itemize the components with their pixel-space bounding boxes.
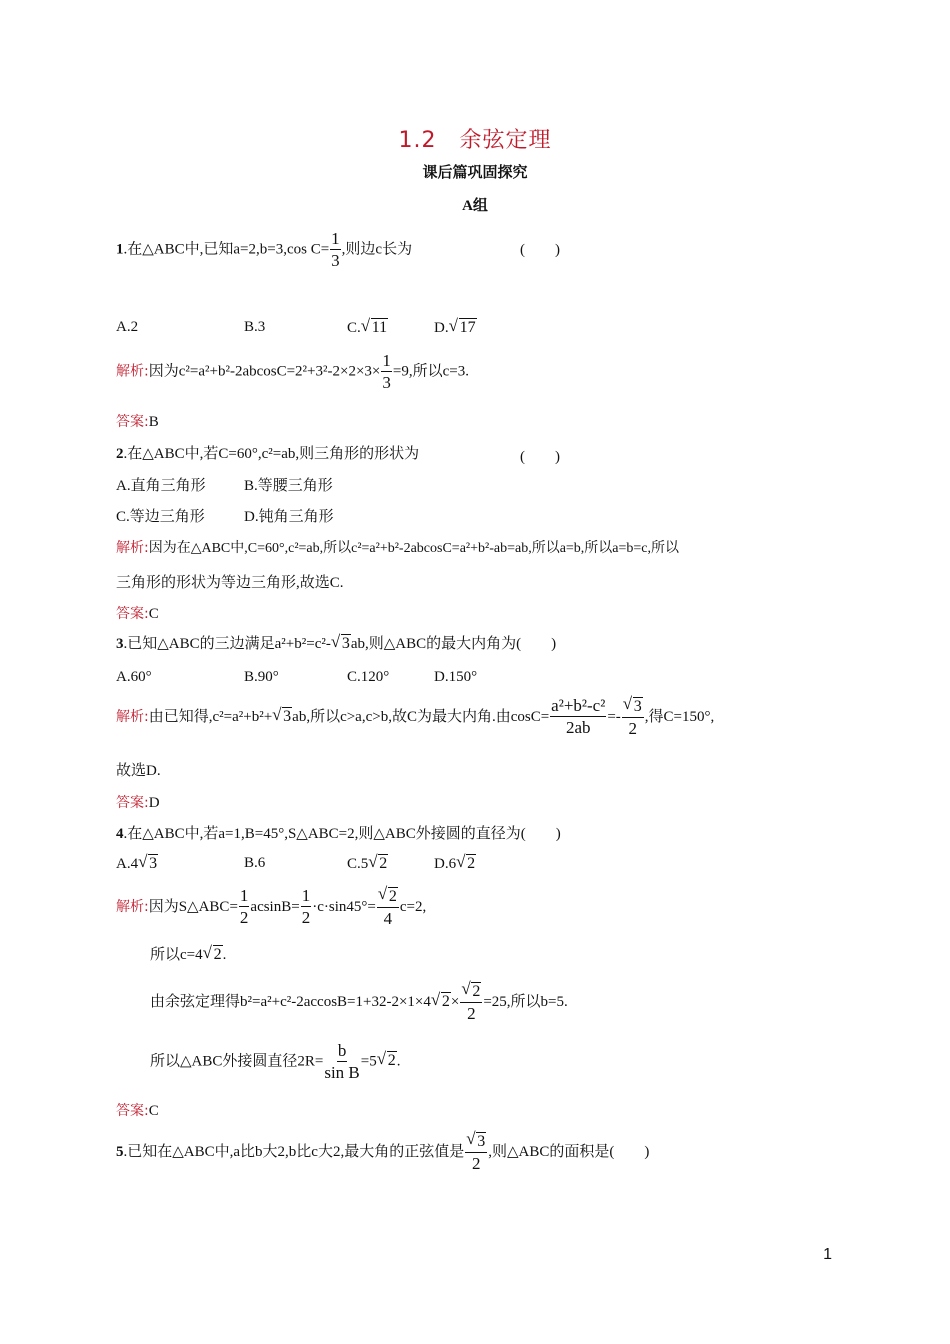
q3-analysis-line2: 故选D.	[116, 763, 161, 779]
q4-option-b: B.6	[244, 855, 266, 871]
q2-option-b: B.等腰三角形	[244, 478, 333, 494]
q4-option-d: D.6√ 2	[434, 854, 476, 873]
q1-answer-value: B	[148, 414, 159, 430]
q3-option-a: A.60°	[116, 669, 152, 685]
q2-analysis-label: 解析:	[116, 540, 149, 556]
q4-stem: 4.在△ABC中,若a=1,B=45°,S△ABC=2,则△ABC外接圆的直径为( )	[116, 826, 561, 842]
q1-stem	[116, 230, 412, 270]
q4-analysis: 解析:因为S△ABC= $\frac{1}{2}$ acsinB= $\frac{1}{2}$ ·c·sin45°= √ $\frac{2}{4}$ c=2,	[116, 887, 426, 928]
q4-answer-value: C	[148, 1103, 159, 1119]
q2-answer	[116, 605, 159, 623]
q1-option-a: A.2	[116, 319, 139, 335]
q2-analysis: 解析:因为在△ABC中,C=60°,c²=ab,所以c²=a²+b²-2abcosC=a²+b²-ab=ab,所以a=b,所以a=b=c,所以	[116, 540, 680, 556]
q5-stem: 5.已知在△ABC中,a比b大2,b比c大2,最大角的正弦值是 √ $\frac{3}{2}$ ,则△ABC的面积是( )	[116, 1132, 649, 1173]
q3-analysis: 解析:由已知得,c²=a²+b²+√ 3ab,所以c>a,c>b,故C为最大内角.由cosC= $\frac{\text{a²+b²-c²}}{2ab}$ =- √ $\frac{3}{2}$ ,得C=150°,	[116, 697, 714, 738]
section-subtitle: 课后篇巩固探究	[422, 165, 528, 181]
q3-stem: 3.已知△ABC的三边满足a²+b²=c²-√ 3ab,则△ABC的最大内角为( )	[116, 634, 556, 653]
q1-stem-text: .在△ABC中,已知a=2,b=3,cos C=	[123, 241, 330, 258]
q1-option-d: D.√ 17	[434, 318, 477, 337]
q3-answer	[116, 794, 160, 812]
q1-fraction: $\frac{1}{3}$	[331, 229, 340, 270]
group-label: A组	[462, 198, 488, 214]
q5-number: 5	[116, 1143, 124, 1160]
q2-option-a: A.直角三角形	[116, 478, 206, 494]
q4-option-c: C.5√ 2	[347, 854, 388, 873]
q2-number: 2	[116, 446, 124, 462]
page-title: 1.2 余弦定理	[398, 128, 552, 153]
q4-number: 4	[116, 826, 124, 842]
q3-option-b: B.90°	[244, 669, 279, 685]
q3-analysis-label: 解析:	[116, 708, 149, 725]
q1-option-b: B.3	[244, 319, 266, 335]
q4-answer-label: 答案:	[116, 1103, 149, 1119]
q1-number: 1	[116, 241, 124, 258]
q4-analysis-label: 解析:	[116, 898, 149, 915]
q3-answer-label: 答案:	[116, 795, 149, 811]
q1-option-c: C.√ 11	[347, 318, 388, 337]
page-number: 1	[823, 1246, 832, 1263]
q2-answer-blank: ( )	[520, 449, 560, 465]
q4-step2: 由余弦定理得b²=a²+c²-2accosB=1+32-2×1×4√ 2× √ $\frac{2}{2}$ =25,所以b=5.	[150, 982, 568, 1023]
q3-number: 3	[116, 636, 124, 652]
q2-answer-label: 答案:	[116, 606, 149, 622]
q2-option-c: C.等边三角形	[116, 509, 205, 525]
q1-answer-label: 答案:	[116, 414, 149, 430]
q2-option-d: D.钝角三角形	[244, 509, 334, 525]
q3-option-d: D.150°	[434, 669, 478, 685]
q4-step3: 所以△ABC外接圆直径2R= $\frac{b}{\text{sin B}}$ =5√ 2.	[150, 1042, 401, 1082]
q3-option-c: C.120°	[347, 669, 390, 685]
q1-answer-blank: ( )	[520, 242, 560, 258]
q4-option-a: A.4√ 3	[116, 854, 158, 873]
q1-stem-tail: ,则边c长为	[341, 241, 413, 258]
q4-step1: 所以c=4√ 2.	[150, 945, 226, 964]
q1-answer	[116, 413, 159, 431]
q4-answer	[116, 1102, 159, 1120]
q2-stem: 2.在△ABC中,若C=60°,c²=ab,则三角形的形状为	[116, 446, 420, 462]
q2-analysis-line2: 三角形的形状为等边三角形,故选C.	[116, 575, 344, 591]
q1-analysis-label: 解析:	[116, 363, 149, 380]
q3-answer-value: D	[148, 795, 160, 811]
q1-analysis: 解析:因为c²=a²+b²-2abcosC=2²+3²-2×2×3× $\frac{1}{3}$ =9,所以c=3.	[116, 351, 469, 392]
q2-answer-value: C	[148, 606, 159, 622]
